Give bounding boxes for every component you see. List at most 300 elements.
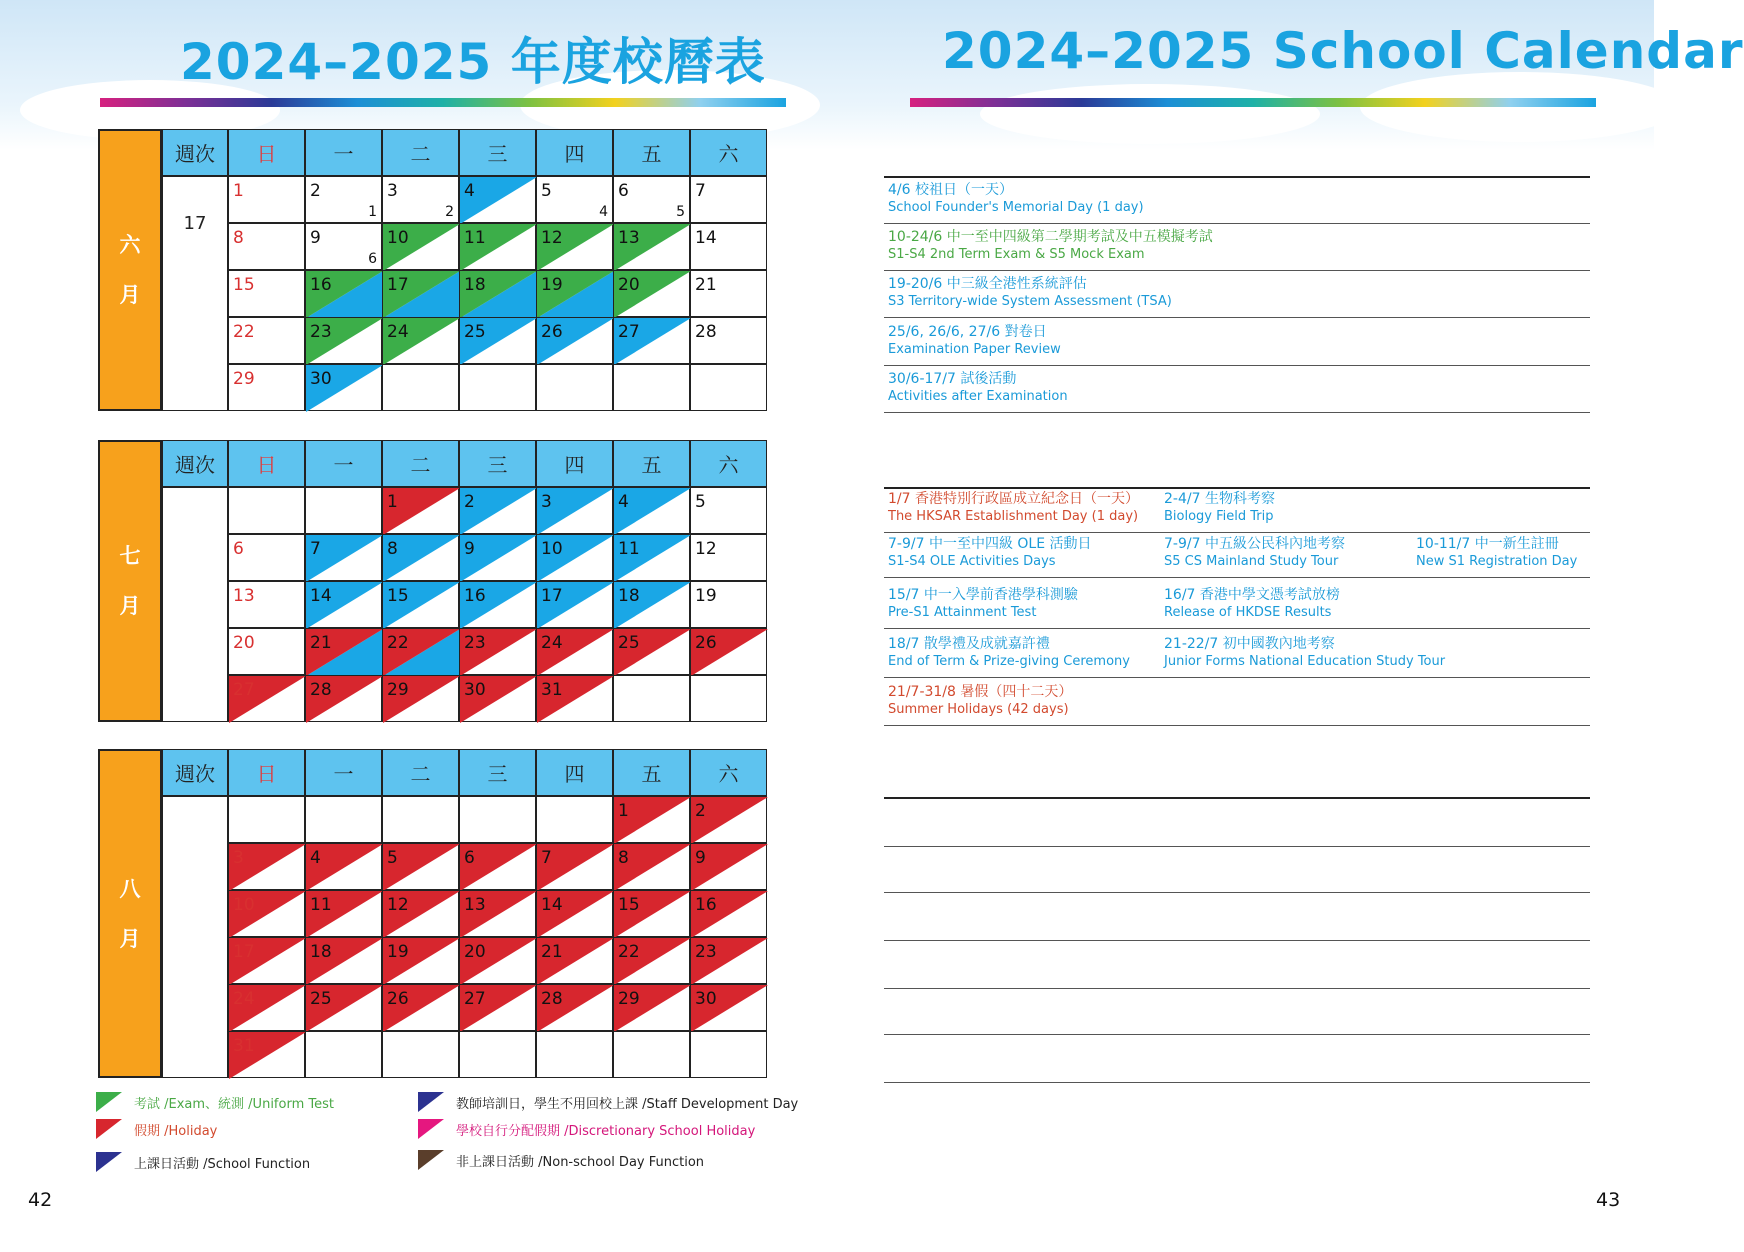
weekday-header: 六 xyxy=(690,749,767,796)
event-entry xyxy=(1164,491,1275,525)
day-cell[interactable] xyxy=(228,937,305,984)
day-number: 17 xyxy=(541,586,563,606)
day-cell[interactable] xyxy=(228,487,305,534)
event-title-zh: 4/6 校祖日（一天） xyxy=(888,182,1013,198)
day-cell[interactable] xyxy=(459,675,536,722)
week-column xyxy=(162,796,228,1078)
day-cell[interactable] xyxy=(228,534,305,581)
day-number: 19 xyxy=(541,275,563,295)
event-title-zh: 25/6, 26/6, 27/6 對卷日 xyxy=(888,324,1047,340)
month-calendar xyxy=(98,440,767,722)
day-cell[interactable] xyxy=(690,984,767,1031)
day-number: 29 xyxy=(618,989,640,1009)
legend-item xyxy=(418,1150,704,1170)
event-entry xyxy=(1164,587,1340,621)
event-title-zh: 30/6-17/7 試後活動 xyxy=(888,371,1017,387)
event-divider xyxy=(884,1034,1590,1035)
day-number: 9 xyxy=(695,848,706,868)
legend-label: 上課日活動 /School Function xyxy=(134,1156,311,1172)
day-number: 4 xyxy=(310,848,321,868)
day-cell[interactable] xyxy=(382,1031,459,1078)
day-number: 22 xyxy=(233,322,255,342)
day-cell[interactable] xyxy=(690,796,767,843)
weekday-header: 二 xyxy=(382,749,459,796)
day-cell[interactable] xyxy=(690,534,767,581)
event-divider xyxy=(884,317,1590,318)
event-title-en: Pre-S1 Attainment Test xyxy=(888,605,1037,620)
cloud xyxy=(980,84,1320,144)
day-number: 29 xyxy=(233,369,255,389)
day-number: 30 xyxy=(464,680,486,700)
month-name-char: 八 xyxy=(119,876,141,901)
day-cell[interactable] xyxy=(228,984,305,1031)
day-subscript: 2 xyxy=(445,204,454,220)
event-title-en: The HKSAR Establishment Day (1 day) xyxy=(888,509,1139,524)
day-cell[interactable] xyxy=(459,796,536,843)
week-header: 週次 xyxy=(162,749,228,796)
weekday-header: 日 xyxy=(228,129,305,176)
day-number: 11 xyxy=(618,539,640,559)
event-title-en: End of Term & Prize-giving Ceremony xyxy=(888,654,1130,669)
day-number: 11 xyxy=(464,228,486,248)
event-divider xyxy=(884,223,1590,224)
day-number: 14 xyxy=(310,586,332,606)
day-cell[interactable] xyxy=(382,675,459,722)
day-cell[interactable] xyxy=(536,270,613,317)
day-cell[interactable] xyxy=(536,890,613,937)
day-cell[interactable] xyxy=(459,890,536,937)
month-name-char: 月 xyxy=(119,283,141,307)
day-number: 19 xyxy=(695,586,717,606)
event-entry xyxy=(888,324,1061,358)
day-cell[interactable] xyxy=(382,984,459,1031)
day-cell[interactable] xyxy=(382,176,459,223)
legend-item xyxy=(96,1092,334,1112)
event-entry xyxy=(888,182,1144,216)
legend-item xyxy=(96,1152,310,1172)
day-cell[interactable] xyxy=(613,317,690,364)
day-cell[interactable] xyxy=(536,984,613,1031)
weekday-header: 四 xyxy=(536,749,613,796)
day-cell[interactable] xyxy=(382,890,459,937)
event-divider xyxy=(884,940,1590,941)
day-number: 2 xyxy=(310,181,321,201)
day-cell[interactable] xyxy=(690,317,767,364)
day-number: 14 xyxy=(541,895,563,915)
day-cell[interactable] xyxy=(459,223,536,270)
week-column xyxy=(162,487,228,722)
day-cell[interactable] xyxy=(459,984,536,1031)
day-cell[interactable] xyxy=(613,487,690,534)
day-number: 10 xyxy=(541,539,563,559)
day-cell[interactable] xyxy=(613,675,690,722)
day-cell[interactable] xyxy=(382,364,459,411)
day-number: 3 xyxy=(541,492,552,512)
event-title-en: S1-S4 OLE Activities Days xyxy=(888,554,1056,569)
weekday-header: 六 xyxy=(690,440,767,487)
day-number: 8 xyxy=(387,539,398,559)
day-cell[interactable] xyxy=(305,628,382,675)
day-cell[interactable] xyxy=(228,223,305,270)
day-cell[interactable] xyxy=(382,937,459,984)
day-cell[interactable] xyxy=(382,628,459,675)
day-subscript: 5 xyxy=(676,204,685,220)
event-title-en: Activities after Examination xyxy=(888,389,1068,404)
day-cell[interactable] xyxy=(305,796,382,843)
event-title-en: School Founder's Memorial Day (1 day) xyxy=(888,200,1144,215)
event-title-zh: 18/7 散學禮及成就嘉許禮 xyxy=(888,636,1050,652)
day-cell[interactable] xyxy=(382,270,459,317)
day-cell[interactable] xyxy=(613,270,690,317)
weekday-header: 三 xyxy=(459,129,536,176)
day-cell[interactable] xyxy=(228,317,305,364)
day-cell[interactable] xyxy=(536,796,613,843)
day-cell[interactable] xyxy=(536,628,613,675)
event-entry xyxy=(888,684,1072,718)
day-cell[interactable] xyxy=(536,364,613,411)
event-title-zh: 7-9/7 中五級公民科內地考察 xyxy=(1164,536,1345,552)
day-cell[interactable] xyxy=(536,843,613,890)
day-cell[interactable] xyxy=(228,628,305,675)
legend-item xyxy=(418,1119,755,1139)
day-cell[interactable] xyxy=(305,487,382,534)
day-cell[interactable] xyxy=(459,487,536,534)
day-cell[interactable] xyxy=(690,843,767,890)
day-cell[interactable] xyxy=(613,843,690,890)
month-name-char: 七 xyxy=(119,544,141,568)
day-cell[interactable] xyxy=(228,176,305,223)
month-name-char: 月 xyxy=(119,926,141,951)
day-cell[interactable] xyxy=(305,890,382,937)
day-number: 16 xyxy=(695,895,717,915)
day-cell[interactable] xyxy=(613,1031,690,1078)
day-cell[interactable] xyxy=(459,843,536,890)
month-calendar xyxy=(98,129,767,411)
day-cell[interactable] xyxy=(613,581,690,628)
event-title-en: Biology Field Trip xyxy=(1164,509,1274,524)
event-divider xyxy=(884,846,1590,847)
event-title-zh: 2-4/7 生物科考察 xyxy=(1164,491,1275,507)
event-title-zh: 16/7 香港中學文憑考試放榜 xyxy=(1164,587,1340,603)
day-cell[interactable] xyxy=(690,487,767,534)
day-cell[interactable] xyxy=(690,937,767,984)
day-number: 20 xyxy=(233,633,255,653)
event-divider xyxy=(884,677,1590,678)
day-cell[interactable] xyxy=(228,675,305,722)
event-title-en: S3 Territory-wide System Assessment (TSA) xyxy=(888,294,1172,309)
day-number: 16 xyxy=(310,275,332,295)
day-cell[interactable] xyxy=(536,317,613,364)
day-number: 17 xyxy=(387,275,409,295)
day-cell[interactable] xyxy=(536,534,613,581)
day-cell[interactable] xyxy=(228,270,305,317)
day-cell[interactable] xyxy=(228,843,305,890)
legend-label: 假期 /Holiday xyxy=(134,1123,218,1139)
weekday-header: 一 xyxy=(305,129,382,176)
event-divider xyxy=(884,412,1590,413)
day-number: 2 xyxy=(695,801,706,821)
day-cell[interactable] xyxy=(613,364,690,411)
day-cell[interactable] xyxy=(305,937,382,984)
event-title-en: S5 CS Mainland Study Tour xyxy=(1164,554,1339,569)
day-number: 4 xyxy=(464,181,475,201)
day-number: 16 xyxy=(464,586,486,606)
event-divider xyxy=(884,628,1590,629)
day-number: 24 xyxy=(541,633,563,653)
day-cell[interactable] xyxy=(228,796,305,843)
day-number: 25 xyxy=(618,633,640,653)
day-number: 6 xyxy=(464,848,475,868)
event-divider xyxy=(884,725,1590,726)
day-cell[interactable] xyxy=(382,843,459,890)
event-entry xyxy=(1164,536,1345,570)
day-number: 24 xyxy=(233,989,255,1009)
day-number: 5 xyxy=(387,848,398,868)
event-entry xyxy=(1164,636,1445,670)
event-divider xyxy=(884,365,1590,366)
day-number: 30 xyxy=(310,369,332,389)
day-number: 27 xyxy=(233,680,255,700)
day-cell[interactable] xyxy=(613,176,690,223)
weekday-header: 二 xyxy=(382,440,459,487)
day-number: 22 xyxy=(387,633,409,653)
day-cell[interactable] xyxy=(536,937,613,984)
legend-swatch xyxy=(418,1150,444,1170)
day-cell[interactable] xyxy=(305,317,382,364)
week-header: 週次 xyxy=(162,440,228,487)
event-divider xyxy=(884,487,1590,489)
day-number: 21 xyxy=(695,275,717,295)
rainbow-bar xyxy=(100,98,786,107)
day-cell[interactable] xyxy=(613,984,690,1031)
event-divider xyxy=(884,988,1590,989)
day-number: 27 xyxy=(464,989,486,1009)
day-number: 8 xyxy=(618,848,629,868)
day-cell[interactable] xyxy=(690,223,767,270)
day-number: 30 xyxy=(695,989,717,1009)
day-number: 18 xyxy=(464,275,486,295)
month-label xyxy=(98,129,162,411)
day-number: 28 xyxy=(695,322,717,342)
day-cell[interactable] xyxy=(690,581,767,628)
day-cell[interactable] xyxy=(228,1031,305,1078)
day-number: 31 xyxy=(233,1036,255,1056)
day-number: 2 xyxy=(464,492,475,512)
legend-item xyxy=(418,1092,798,1112)
day-cell[interactable] xyxy=(613,890,690,937)
day-cell[interactable] xyxy=(228,581,305,628)
day-number: 20 xyxy=(464,942,486,962)
page-title-zh: 2024–2025 年度校曆表 xyxy=(180,33,766,91)
event-entry xyxy=(888,229,1213,263)
day-cell[interactable] xyxy=(690,270,767,317)
legend-label: 考試 /Exam、統測 /Uniform Test xyxy=(134,1096,334,1112)
day-number: 14 xyxy=(695,228,717,248)
event-divider xyxy=(884,176,1590,178)
day-cell[interactable] xyxy=(305,843,382,890)
event-title-zh: 15/7 中一入學前香港學科測驗 xyxy=(888,587,1078,603)
event-entry xyxy=(888,491,1139,525)
day-number: 10 xyxy=(233,895,255,915)
legend-swatch xyxy=(418,1092,444,1112)
event-entry xyxy=(888,276,1172,310)
day-cell[interactable] xyxy=(305,675,382,722)
day-cell[interactable] xyxy=(305,1031,382,1078)
day-cell[interactable] xyxy=(690,675,767,722)
weekday-header: 一 xyxy=(305,749,382,796)
day-number: 13 xyxy=(233,586,255,606)
day-number: 1 xyxy=(233,181,244,201)
day-cell[interactable] xyxy=(459,937,536,984)
event-entry xyxy=(888,636,1130,670)
day-number: 31 xyxy=(541,680,563,700)
day-cell[interactable] xyxy=(690,176,767,223)
event-title-zh: 10-11/7 中一新生註冊 xyxy=(1416,536,1559,552)
day-number: 19 xyxy=(387,942,409,962)
week-column xyxy=(162,176,228,411)
day-number: 15 xyxy=(387,586,409,606)
event-divider xyxy=(884,1082,1590,1083)
day-cell[interactable] xyxy=(459,270,536,317)
day-subscript: 1 xyxy=(368,204,377,220)
weekday-header: 三 xyxy=(459,440,536,487)
day-cell[interactable] xyxy=(382,534,459,581)
day-number: 27 xyxy=(618,322,640,342)
day-number: 12 xyxy=(541,228,563,248)
event-title-zh: 1/7 香港特別行政區成立紀念日（一天） xyxy=(888,491,1139,507)
day-cell[interactable] xyxy=(305,364,382,411)
day-number: 23 xyxy=(310,322,332,342)
day-number: 5 xyxy=(695,492,706,512)
event-divider xyxy=(884,892,1590,893)
day-cell[interactable] xyxy=(459,628,536,675)
day-cell[interactable] xyxy=(382,317,459,364)
day-number: 17 xyxy=(233,942,255,962)
weekday-header: 五 xyxy=(613,440,690,487)
day-cell[interactable] xyxy=(536,581,613,628)
weekday-header: 二 xyxy=(382,129,459,176)
day-cell[interactable] xyxy=(536,675,613,722)
day-subscript: 6 xyxy=(368,251,377,267)
day-cell[interactable] xyxy=(536,223,613,270)
day-number: 13 xyxy=(464,895,486,915)
day-cell[interactable] xyxy=(459,364,536,411)
event-entry xyxy=(888,371,1068,405)
event-title-en: New S1 Registration Day xyxy=(1416,554,1578,569)
day-cell[interactable] xyxy=(305,270,382,317)
day-cell[interactable] xyxy=(305,223,382,270)
legend-item xyxy=(96,1119,217,1139)
month-name-char: 月 xyxy=(119,594,141,618)
day-cell[interactable] xyxy=(690,628,767,675)
day-cell[interactable] xyxy=(690,890,767,937)
day-cell[interactable] xyxy=(459,176,536,223)
legend-swatch xyxy=(418,1119,444,1139)
day-number: 26 xyxy=(695,633,717,653)
weekday-header: 日 xyxy=(228,440,305,487)
event-title-en: Junior Forms National Education Study Tour xyxy=(1164,654,1446,669)
day-cell[interactable] xyxy=(690,364,767,411)
event-title-en: Summer Holidays (42 days) xyxy=(888,702,1069,717)
legend-swatch xyxy=(96,1119,122,1139)
day-number: 21 xyxy=(541,942,563,962)
day-number: 3 xyxy=(233,848,244,868)
day-cell[interactable] xyxy=(613,796,690,843)
day-cell[interactable] xyxy=(459,534,536,581)
event-title-zh: 19-20/6 中三級全港性系統評估 xyxy=(888,276,1087,292)
day-number: 15 xyxy=(618,895,640,915)
day-number: 9 xyxy=(310,228,321,248)
day-cell[interactable] xyxy=(613,937,690,984)
day-cell[interactable] xyxy=(536,176,613,223)
day-number: 12 xyxy=(695,539,717,559)
day-cell[interactable] xyxy=(459,1031,536,1078)
event-entry xyxy=(888,536,1092,570)
day-cell[interactable] xyxy=(613,223,690,270)
legend-label: 非上課日活動 /Non-school Day Function xyxy=(456,1154,705,1170)
day-cell[interactable] xyxy=(536,1031,613,1078)
week-number: 17 xyxy=(183,213,207,234)
event-title-zh: 7-9/7 中一至中四級 OLE 活動日 xyxy=(888,536,1092,552)
month-calendar xyxy=(98,749,767,1078)
page-number-left: 42 xyxy=(28,1189,53,1211)
day-cell[interactable] xyxy=(305,984,382,1031)
month-name-char: 六 xyxy=(119,233,141,257)
day-cell[interactable] xyxy=(690,1031,767,1078)
event-title-zh: 21/7-31/8 暑假（四十二天） xyxy=(888,684,1073,700)
event-entry xyxy=(1416,536,1577,570)
day-number: 22 xyxy=(618,942,640,962)
day-cell[interactable] xyxy=(613,534,690,581)
legend-label: 學校自行分配假期 /Discretionary School Holiday xyxy=(456,1123,756,1139)
day-cell[interactable] xyxy=(459,317,536,364)
day-cell[interactable] xyxy=(459,581,536,628)
day-number: 24 xyxy=(387,322,409,342)
day-number: 29 xyxy=(387,680,409,700)
day-cell[interactable] xyxy=(305,176,382,223)
weekday-header: 三 xyxy=(459,749,536,796)
day-cell[interactable] xyxy=(305,581,382,628)
day-number: 23 xyxy=(695,942,717,962)
day-cell[interactable] xyxy=(382,487,459,534)
rainbow-bar xyxy=(910,98,1596,107)
day-number: 9 xyxy=(464,539,475,559)
weekday-header: 一 xyxy=(305,440,382,487)
day-cell[interactable] xyxy=(613,628,690,675)
day-number: 7 xyxy=(310,539,321,559)
event-title-en: S1-S4 2nd Term Exam & S5 Mock Exam xyxy=(888,247,1145,262)
event-divider xyxy=(884,532,1590,533)
day-cell[interactable] xyxy=(536,487,613,534)
day-number: 26 xyxy=(387,989,409,1009)
day-cell[interactable] xyxy=(382,223,459,270)
page-title-en: 2024–2025 School Calendar xyxy=(942,22,1744,80)
weekday-header: 四 xyxy=(536,440,613,487)
day-number: 25 xyxy=(310,989,332,1009)
day-cell[interactable] xyxy=(228,364,305,411)
event-title-zh: 21-22/7 初中國教內地考察 xyxy=(1164,636,1335,652)
day-number: 3 xyxy=(387,181,398,201)
day-cell[interactable] xyxy=(305,534,382,581)
day-number: 18 xyxy=(310,942,332,962)
day-number: 8 xyxy=(233,228,244,248)
day-cell[interactable] xyxy=(382,581,459,628)
week-header: 週次 xyxy=(162,129,228,176)
day-cell[interactable] xyxy=(228,890,305,937)
day-number: 15 xyxy=(233,275,255,295)
event-title-en: Release of HKDSE Results xyxy=(1164,605,1332,620)
day-cell[interactable] xyxy=(382,796,459,843)
